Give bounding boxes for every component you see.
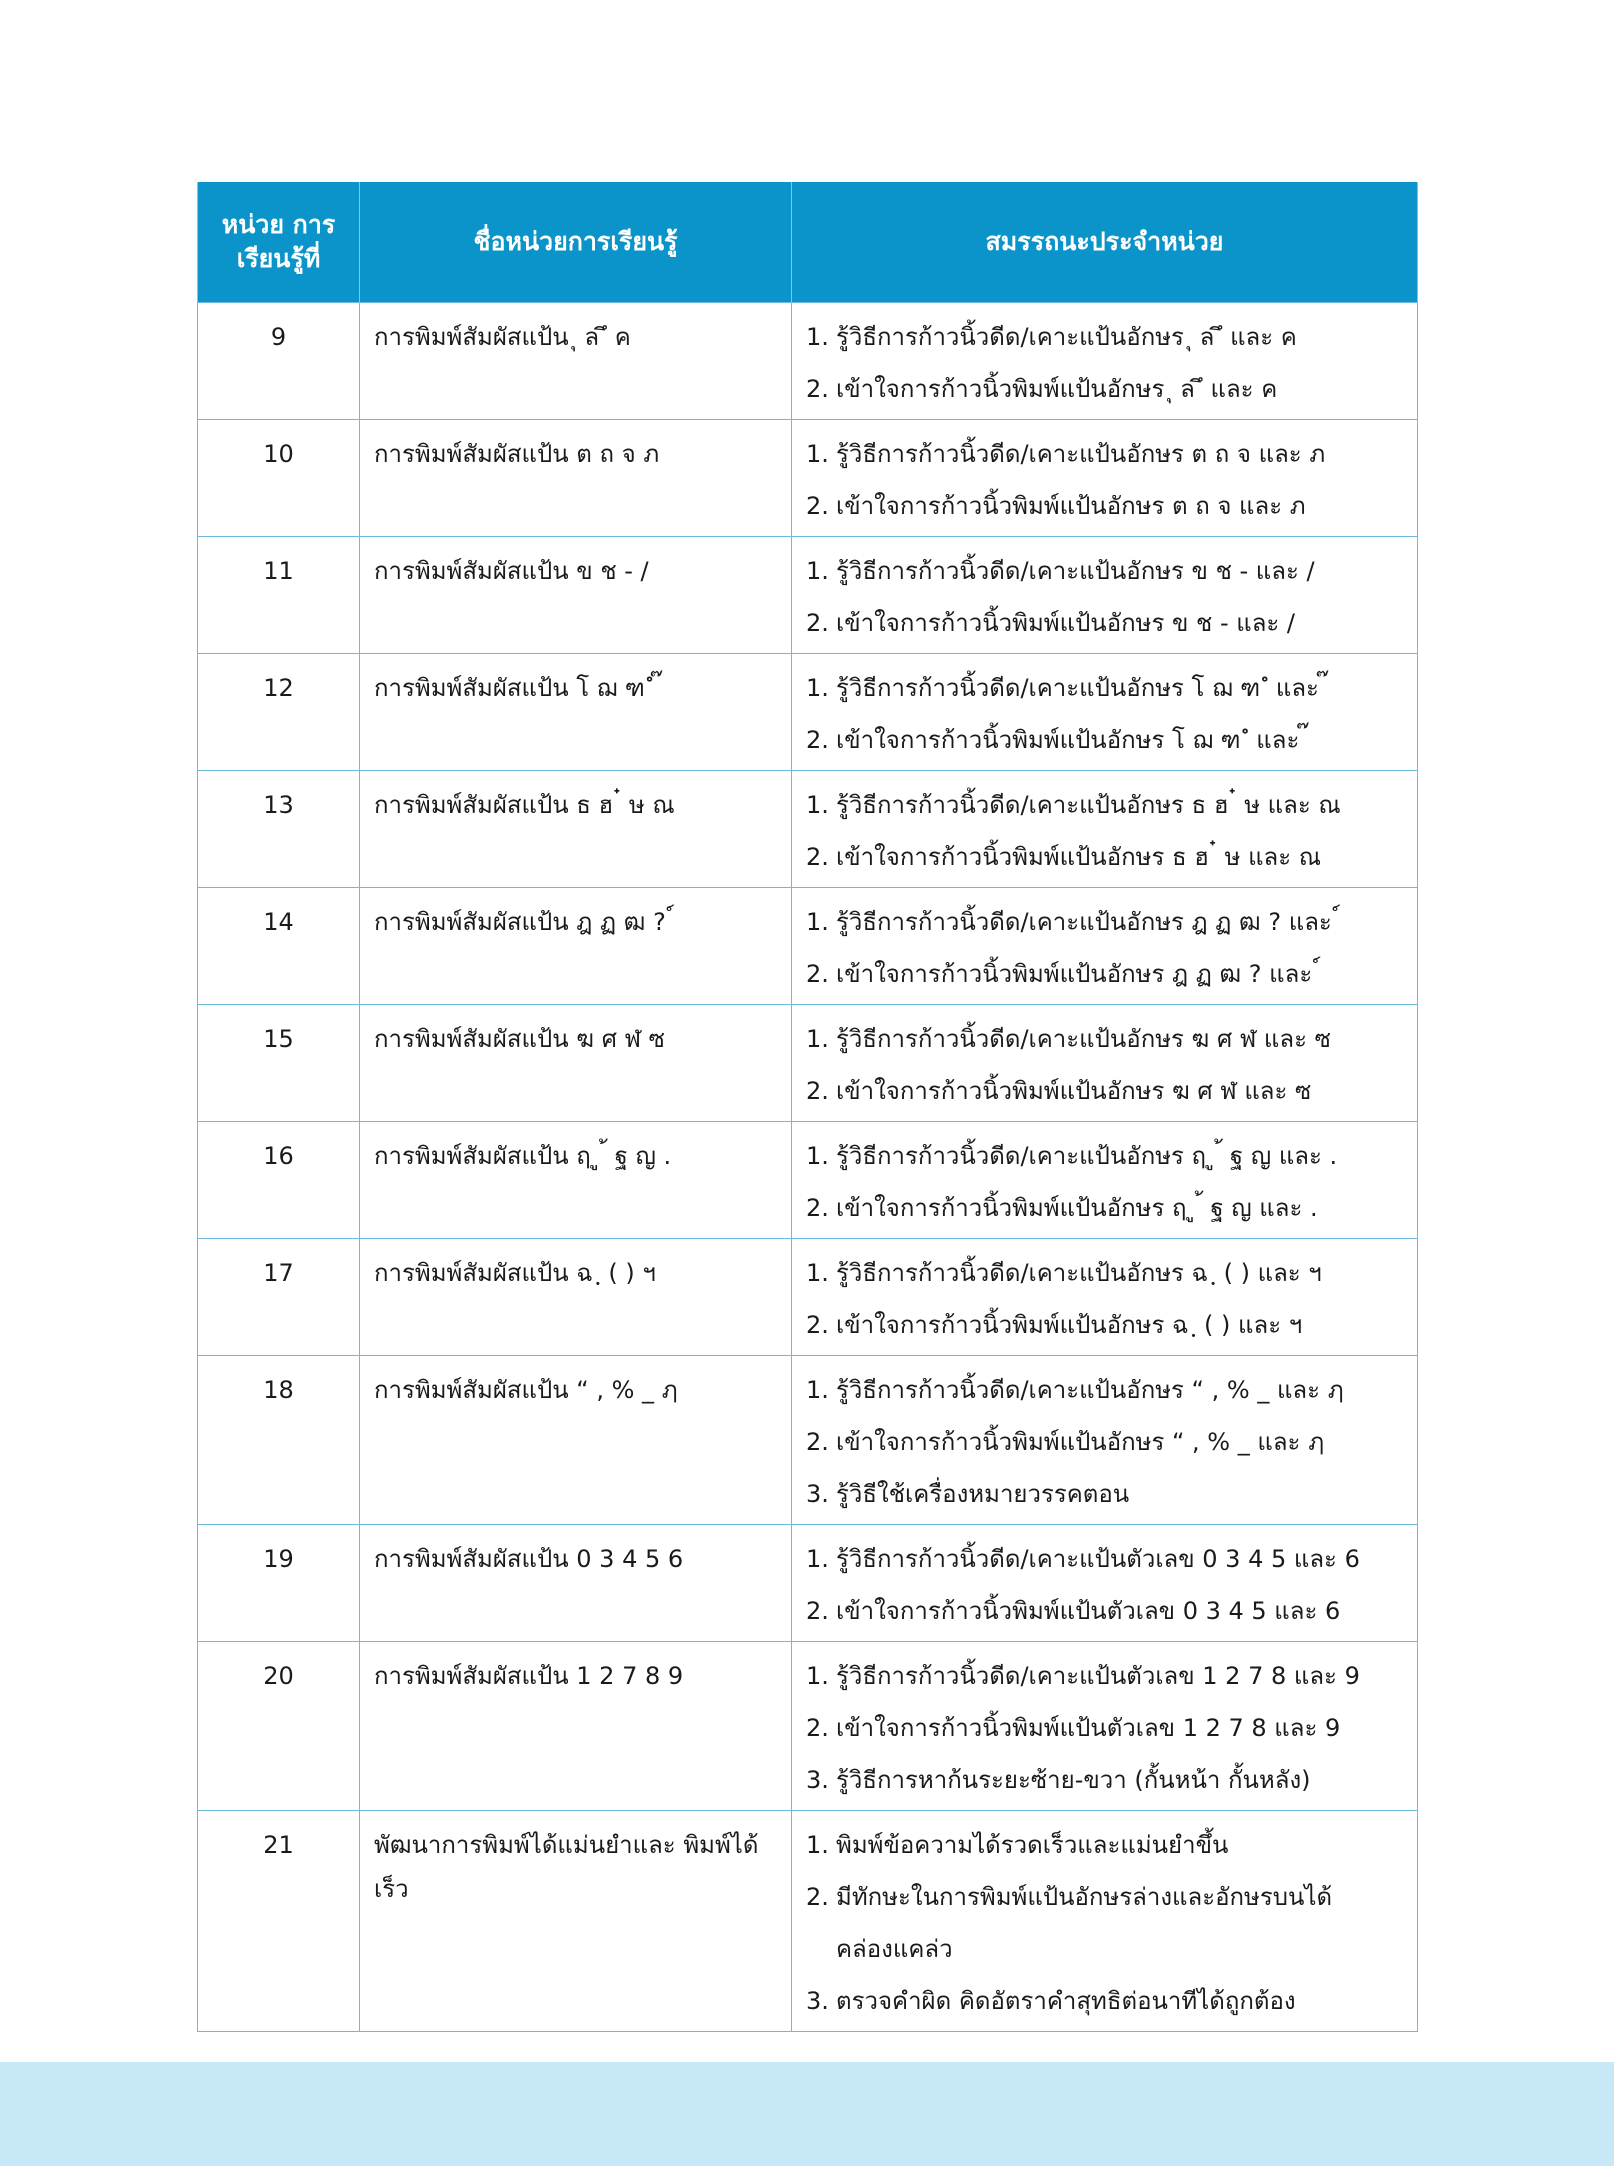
- unit-competencies: [792, 888, 1418, 1005]
- competency-number: 1.: [806, 1376, 829, 1404]
- competency-text: รู้วิธีการก้าวนิ้วดีด/เคาะแป้นอักษร ธ ฮ ๋ ษ และ ณ: [836, 791, 1341, 819]
- table-row: [198, 1356, 1418, 1525]
- competency-number: 1.: [806, 440, 829, 468]
- competency-list: [806, 1130, 1403, 1234]
- unit-number: 17: [198, 1239, 360, 1356]
- competency-number: 2.: [806, 375, 829, 403]
- unit-competencies: [792, 303, 1418, 420]
- unit-number: 14: [198, 888, 360, 1005]
- competency-item: [806, 831, 1403, 883]
- competency-list: [806, 1247, 1403, 1351]
- competency-text: เข้าใจการก้าวนิ้วพิมพ์แป้นอักษร “ , % _ และ ฦ: [836, 1428, 1324, 1456]
- competency-item: [806, 1819, 1403, 1871]
- curriculum-table: [197, 182, 1418, 2032]
- unit-competencies: [792, 420, 1418, 537]
- competency-item: [806, 597, 1403, 649]
- unit-competencies: [792, 654, 1418, 771]
- table-row: [198, 1239, 1418, 1356]
- competency-text: รู้วิธีการก้าวนิ้วดีด/เคาะแป้นอักษร ฉ ฺ ( ) และ ฯ: [836, 1259, 1322, 1287]
- unit-name: การพิมพ์สัมผัสแป้น ฆ ศ ฬ ซ: [360, 1005, 792, 1122]
- competency-text: รู้วิธีการก้าวนิ้วดีด/เคาะแป้นอักษร “ , % _ และ ฦ: [836, 1376, 1344, 1404]
- competency-item: [806, 1533, 1403, 1585]
- competency-text: เข้าใจการก้าวนิ้วพิมพ์แป้นอักษร ธ ฮ ๋ ษ และ ณ: [836, 843, 1322, 871]
- competency-number: 2.: [806, 1597, 829, 1625]
- unit-name: การพิมพ์สัมผัสแป้น ต ถ จ ภ: [360, 420, 792, 537]
- competency-list: [806, 896, 1403, 1000]
- competency-text: รู้วิธีการก้าวนิ้วดีด/เคาะแป้นอักษร ฎ ฏ ฒ ? และ ์: [836, 908, 1340, 936]
- competency-item: [806, 1065, 1403, 1117]
- competency-number: 3.: [806, 1766, 829, 1794]
- unit-competencies: [792, 1239, 1418, 1356]
- table-row: [198, 1525, 1418, 1642]
- competency-number: 1.: [806, 674, 829, 702]
- competency-text: เข้าใจการก้าวนิ้วพิมพ์แป้นอักษร ต ถ จ และ ภ: [836, 492, 1306, 520]
- competency-number: 2.: [806, 1428, 829, 1456]
- competency-item: [806, 1975, 1403, 2027]
- competency-item: [806, 1416, 1403, 1468]
- competency-text: รู้วิธีการก้าวนิ้วดีด/เคาะแป้นอักษร ุ ล ึ และ ค: [836, 323, 1297, 351]
- competency-text: เข้าใจการก้าวนิ้วพิมพ์แป้นอักษร ฤ ู ้ ฐ ญ และ .: [836, 1194, 1318, 1222]
- competency-list: [806, 779, 1403, 883]
- competency-number: 1.: [806, 1259, 829, 1287]
- competency-text: พิมพ์ข้อความได้รวดเร็วและแม่นยำขึ้น: [836, 1831, 1229, 1859]
- competency-number: 1.: [806, 791, 829, 819]
- competency-text: เข้าใจการก้าวนิ้วพิมพ์แป้นอักษร ุ ล ึ และ ค: [836, 375, 1278, 403]
- header-unit-number: หน่วย การเรียนรู้ที่: [198, 182, 360, 303]
- competency-number: 1.: [806, 1025, 829, 1053]
- competency-number: 2.: [806, 609, 829, 637]
- competency-item: [806, 1364, 1403, 1416]
- competency-text: รู้วิธีการก้าวนิ้วดีด/เคาะแป้นอักษร ฤ ู ้ ฐ ญ และ .: [836, 1142, 1338, 1170]
- competency-item: [806, 480, 1403, 532]
- competency-item: [806, 311, 1403, 363]
- table-header-row: [198, 182, 1418, 303]
- competency-number: 1.: [806, 323, 829, 351]
- header-competency: สมรรถนะประจำหน่วย: [792, 182, 1418, 303]
- competency-list: [806, 428, 1403, 532]
- unit-number: 18: [198, 1356, 360, 1525]
- unit-name: การพิมพ์สัมผัสแป้น โ ฌ ฑ ํ ๊: [360, 654, 792, 771]
- unit-name: การพิมพ์สัมผัสแป้น ฉ ฺ ( ) ฯ: [360, 1239, 792, 1356]
- competency-item: [806, 779, 1403, 831]
- competency-item: [806, 1013, 1403, 1065]
- unit-number: 20: [198, 1642, 360, 1811]
- table-row: [198, 420, 1418, 537]
- competency-text: รู้วิธีการก้าวนิ้วดีด/เคาะแป้นอักษร ต ถ จ และ ภ: [836, 440, 1326, 468]
- competency-list: [806, 311, 1403, 415]
- competency-number: 3.: [806, 1480, 829, 1508]
- unit-number: 12: [198, 654, 360, 771]
- competency-item: [806, 1871, 1403, 1975]
- competency-text: รู้วิธีใช้เครื่องหมายวรรคตอน: [836, 1480, 1130, 1508]
- competency-text: รู้วิธีการก้าวนิ้วดีด/เคาะแป้นตัวเลข 0 3 4 5 และ 6: [836, 1545, 1360, 1573]
- unit-competencies: [792, 1811, 1418, 2032]
- competency-number: 1.: [806, 908, 829, 936]
- competency-text: เข้าใจการก้าวนิ้วพิมพ์แป้นอักษร โ ฌ ฑ ํ และ ๊: [836, 726, 1308, 754]
- unit-number: 21: [198, 1811, 360, 2032]
- competency-list: [806, 1364, 1403, 1520]
- competency-number: 1.: [806, 1662, 829, 1690]
- competency-number: 3.: [806, 1987, 829, 2015]
- competency-item: [806, 428, 1403, 480]
- competency-number: 2.: [806, 960, 829, 988]
- competency-number: 1.: [806, 557, 829, 585]
- competency-number: 2.: [806, 1194, 829, 1222]
- competency-text: เข้าใจการก้าวนิ้วพิมพ์แป้นอักษร ฆ ศ ฬ และ ซ: [836, 1077, 1312, 1105]
- competency-item: [806, 545, 1403, 597]
- unit-number: 11: [198, 537, 360, 654]
- competency-text: เข้าใจการก้าวนิ้วพิมพ์แป้นอักษร ฉ ฺ ( ) และ ฯ: [836, 1311, 1303, 1339]
- competency-number: 2.: [806, 492, 829, 520]
- unit-name: การพิมพ์สัมผัสแป้น ฤ ู ้ ฐ ญ .: [360, 1122, 792, 1239]
- table-row: [198, 771, 1418, 888]
- competency-text: มีทักษะในการพิมพ์แป้นอักษรล่างและอักษรบนได้คล่องแคล่ว: [836, 1883, 1333, 1963]
- header-unit-name: ชื่อหน่วยการเรียนรู้: [360, 182, 792, 303]
- competency-number: 2.: [806, 1883, 829, 1911]
- unit-name: การพิมพ์สัมผัสแป้น 1 2 7 8 9: [360, 1642, 792, 1811]
- unit-name: การพิมพ์สัมผัสแป้น “ , % _ ฦ: [360, 1356, 792, 1525]
- competency-item: [806, 1702, 1403, 1754]
- competency-item: [806, 896, 1403, 948]
- competency-text: รู้วิธีการก้าวนิ้วดีด/เคาะแป้นอักษร โ ฌ ฑ ํ และ ๊: [836, 674, 1328, 702]
- competency-item: [806, 1182, 1403, 1234]
- competency-list: [806, 1013, 1403, 1117]
- competency-text: ตรวจคำผิด คิดอัตราคำสุทธิต่อนาทีได้ถูกต้อง: [836, 1987, 1296, 2015]
- competency-list: [806, 1819, 1403, 2027]
- competency-text: เข้าใจการก้าวนิ้วพิมพ์แป้นตัวเลข 1 2 7 8 และ 9: [836, 1714, 1341, 1742]
- competency-number: 2.: [806, 1714, 829, 1742]
- unit-name: การพิมพ์สัมผัสแป้น ุ ล ึ ค: [360, 303, 792, 420]
- unit-number: 15: [198, 1005, 360, 1122]
- competency-number: 2.: [806, 1311, 829, 1339]
- unit-number: 19: [198, 1525, 360, 1642]
- table-row: [198, 1005, 1418, 1122]
- competency-list: [806, 545, 1403, 649]
- table-row: [198, 888, 1418, 1005]
- unit-name: การพิมพ์สัมผัสแป้น ฎ ฏ ฒ ? ์: [360, 888, 792, 1005]
- competency-text: รู้วิธีการก้าวนิ้วดีด/เคาะแป้นอักษร ฆ ศ ฬ และ ซ: [836, 1025, 1331, 1053]
- table-row: [198, 1811, 1418, 2032]
- unit-competencies: [792, 771, 1418, 888]
- competency-list: [806, 1650, 1403, 1806]
- table-row: [198, 303, 1418, 420]
- competency-item: [806, 1468, 1403, 1520]
- competency-text: เข้าใจการก้าวนิ้วพิมพ์แป้นอักษร ฎ ฏ ฒ ? และ ์: [836, 960, 1321, 988]
- competency-item: [806, 1130, 1403, 1182]
- competency-text: เข้าใจการก้าวนิ้วพิมพ์แป้นอักษร ข ช - และ /: [836, 609, 1296, 637]
- competency-number: 2.: [806, 843, 829, 871]
- unit-name: พัฒนาการพิมพ์ได้แม่นยำและ พิมพ์ได้เร็ว: [360, 1811, 792, 2032]
- table-row: [198, 537, 1418, 654]
- competency-text: รู้วิธีการก้าวนิ้วดีด/เคาะแป้นตัวเลข 1 2 7 8 และ 9: [836, 1662, 1360, 1690]
- competency-number: 1.: [806, 1142, 829, 1170]
- unit-number: 9: [198, 303, 360, 420]
- competency-text: รู้วิธีการก้าวนิ้วดีด/เคาะแป้นอักษร ข ช - และ /: [836, 557, 1315, 585]
- competency-item: [806, 1247, 1403, 1299]
- competency-number: 2.: [806, 726, 829, 754]
- page-footer-band: [0, 2062, 1614, 2166]
- competency-item: [806, 363, 1403, 415]
- competency-item: [806, 1299, 1403, 1351]
- competency-item: [806, 1754, 1403, 1806]
- unit-competencies: [792, 1525, 1418, 1642]
- table-row: [198, 1642, 1418, 1811]
- competency-number: 1.: [806, 1831, 829, 1859]
- competency-text: รู้วิธีการหาก้นระยะซ้าย-ขวา (กั้นหน้า กั้นหลัง): [836, 1766, 1311, 1794]
- competency-text: เข้าใจการก้าวนิ้วพิมพ์แป้นตัวเลข 0 3 4 5 และ 6: [836, 1597, 1341, 1625]
- unit-name: การพิมพ์สัมผัสแป้น ข ช - /: [360, 537, 792, 654]
- competency-item: [806, 1650, 1403, 1702]
- table-row: [198, 654, 1418, 771]
- unit-competencies: [792, 1356, 1418, 1525]
- competency-number: 2.: [806, 1077, 829, 1105]
- unit-number: 13: [198, 771, 360, 888]
- table-body: [198, 303, 1418, 2032]
- unit-competencies: [792, 1642, 1418, 1811]
- competency-list: [806, 1533, 1403, 1637]
- unit-name: การพิมพ์สัมผัสแป้น 0 3 4 5 6: [360, 1525, 792, 1642]
- competency-item: [806, 714, 1403, 766]
- competency-item: [806, 948, 1403, 1000]
- competency-item: [806, 662, 1403, 714]
- unit-competencies: [792, 1005, 1418, 1122]
- competency-list: [806, 662, 1403, 766]
- unit-competencies: [792, 537, 1418, 654]
- unit-name: การพิมพ์สัมผัสแป้น ธ ฮ ๋ ษ ณ: [360, 771, 792, 888]
- competency-number: 1.: [806, 1545, 829, 1573]
- unit-number: 10: [198, 420, 360, 537]
- unit-number: 16: [198, 1122, 360, 1239]
- unit-competencies: [792, 1122, 1418, 1239]
- competency-item: [806, 1585, 1403, 1637]
- table-row: [198, 1122, 1418, 1239]
